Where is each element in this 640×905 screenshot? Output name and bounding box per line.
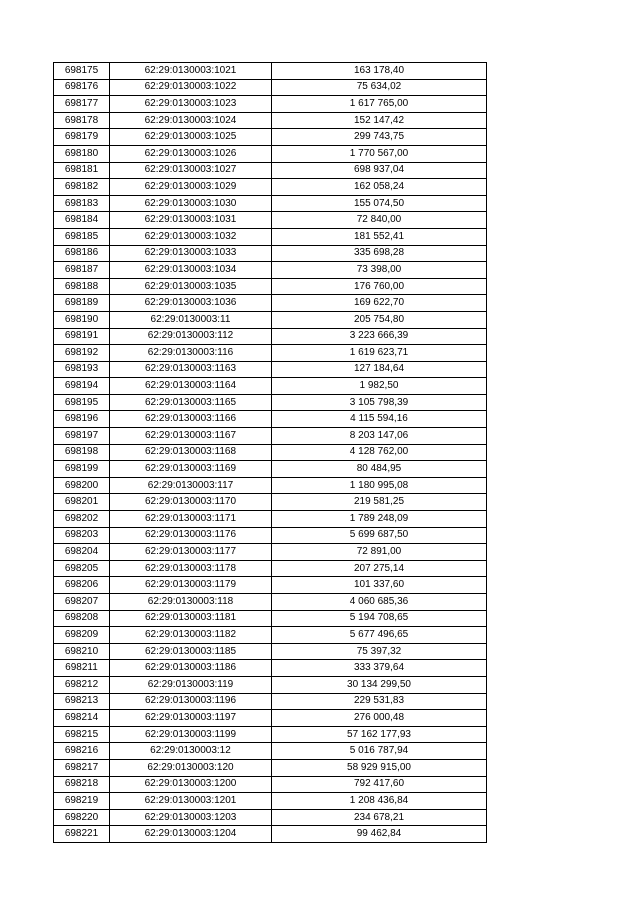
cadastral-number-cell: 62:29:0130003:1029 [110,179,272,196]
cadastral-number-cell: 62:29:0130003:116 [110,345,272,362]
cadastral-value-cell: 72 891,00 [272,544,487,561]
cadastral-value-cell: 205 754,80 [272,311,487,328]
row-number-cell: 698197 [54,428,110,445]
cadastral-number-cell: 62:29:0130003:1027 [110,162,272,179]
cadastral-number-cell: 62:29:0130003:1168 [110,444,272,461]
cadastral-value-cell: 155 074,50 [272,195,487,212]
cadastral-value-cell: 127 184,64 [272,361,487,378]
table-row [54,212,487,229]
table-row [54,245,487,262]
cadastral-number-cell: 62:29:0130003:1025 [110,129,272,146]
row-number-cell: 698187 [54,262,110,279]
cadastral-value-cell: 4 060 685,36 [272,594,487,611]
row-number-cell: 698212 [54,676,110,693]
row-number-cell: 698204 [54,544,110,561]
table-row [54,262,487,279]
cadastral-number-cell: 62:29:0130003:112 [110,328,272,345]
cadastral-value-cell: 3 223 666,39 [272,328,487,345]
row-number-cell: 698214 [54,710,110,727]
cadastral-number-cell: 62:29:0130003:119 [110,676,272,693]
table-row [54,129,487,146]
row-number-cell: 698182 [54,179,110,196]
cadastral-value-cell: 101 337,60 [272,577,487,594]
cadastral-value-cell: 72 840,00 [272,212,487,229]
table-row [54,345,487,362]
cadastral-value-cell: 276 000,48 [272,710,487,727]
row-number-cell: 698216 [54,743,110,760]
cadastral-number-cell: 62:29:0130003:1200 [110,776,272,793]
cadastral-value-cell: 176 760,00 [272,278,487,295]
cadastral-value-cell: 3 105 798,39 [272,394,487,411]
cadastral-number-cell: 62:29:0130003:1178 [110,560,272,577]
table-row [54,179,487,196]
table-row [54,743,487,760]
table-row [54,195,487,212]
cadastral-value-cell: 99 462,84 [272,826,487,843]
table-row [54,627,487,644]
table-row [54,577,487,594]
cadastral-value-cell: 169 622,70 [272,295,487,312]
cadastral-value-cell: 4 115 594,16 [272,411,487,428]
cadastral-number-cell: 62:29:0130003:1031 [110,212,272,229]
table-row [54,295,487,312]
table-row [54,511,487,528]
table-row [54,328,487,345]
cadastral-number-cell: 62:29:0130003:1176 [110,527,272,544]
table-row [54,411,487,428]
cadastral-number-cell: 62:29:0130003:1165 [110,394,272,411]
row-number-cell: 698206 [54,577,110,594]
row-number-cell: 698207 [54,594,110,611]
cadastral-number-cell: 62:29:0130003:1186 [110,660,272,677]
row-number-cell: 698205 [54,560,110,577]
cadastral-number-cell: 62:29:0130003:1164 [110,378,272,395]
cadastral-value-cell: 58 929 915,00 [272,759,487,776]
row-number-cell: 698203 [54,527,110,544]
row-number-cell: 698193 [54,361,110,378]
cadastral-number-cell: 62:29:0130003:1204 [110,826,272,843]
table-row [54,428,487,445]
cadastral-number-cell: 62:29:0130003:12 [110,743,272,760]
row-number-cell: 698183 [54,195,110,212]
table-row [54,693,487,710]
cadastral-number-cell: 62:29:0130003:1197 [110,710,272,727]
cadastral-value-cell: 80 484,95 [272,461,487,478]
table-row [54,793,487,810]
table-row [54,643,487,660]
cadastral-value-cell: 1 617 765,00 [272,96,487,113]
row-number-cell: 698209 [54,627,110,644]
row-number-cell: 698188 [54,278,110,295]
cadastral-value-cell: 219 581,25 [272,494,487,511]
cadastral-value-cell: 234 678,21 [272,809,487,826]
row-number-cell: 698211 [54,660,110,677]
cadastral-number-cell: 62:29:0130003:1023 [110,96,272,113]
row-number-cell: 698217 [54,759,110,776]
cadastral-number-cell: 62:29:0130003:1166 [110,411,272,428]
cadastral-value-cell: 5 699 687,50 [272,527,487,544]
cadastral-number-cell: 62:29:0130003:1177 [110,544,272,561]
cadastral-value-cell: 229 531,83 [272,693,487,710]
row-number-cell: 698175 [54,63,110,80]
table-row [54,378,487,395]
cadastral-number-cell: 62:29:0130003:1170 [110,494,272,511]
row-number-cell: 698218 [54,776,110,793]
cadastral-value-cell: 75 634,02 [272,79,487,96]
table-row [54,477,487,494]
cadastral-value-cell: 152 147,42 [272,112,487,129]
row-number-cell: 698219 [54,793,110,810]
cadastral-number-cell: 62:29:0130003:1181 [110,610,272,627]
cadastral-number-cell: 62:29:0130003:1179 [110,577,272,594]
cadastral-number-cell: 62:29:0130003:117 [110,477,272,494]
cadastral-value-cell: 181 552,41 [272,228,487,245]
row-number-cell: 698220 [54,809,110,826]
table-row [54,809,487,826]
table-row [54,494,487,511]
cadastral-number-cell: 62:29:0130003:1185 [110,643,272,660]
cadastral-number-cell: 62:29:0130003:11 [110,311,272,328]
cadastral-number-cell: 62:29:0130003:1036 [110,295,272,312]
cadastral-value-cell: 5 677 496,65 [272,627,487,644]
cadastral-value-cell: 163 178,40 [272,63,487,80]
row-number-cell: 698177 [54,96,110,113]
table-row [54,610,487,627]
row-number-cell: 698185 [54,228,110,245]
cadastral-number-cell: 62:29:0130003:1201 [110,793,272,810]
cadastral-number-cell: 62:29:0130003:1171 [110,511,272,528]
cadastral-number-cell: 62:29:0130003:1033 [110,245,272,262]
row-number-cell: 698176 [54,79,110,96]
row-number-cell: 698200 [54,477,110,494]
cadastral-number-cell: 62:29:0130003:1167 [110,428,272,445]
cadastral-value-cell: 30 134 299,50 [272,676,487,693]
row-number-cell: 698221 [54,826,110,843]
row-number-cell: 698215 [54,726,110,743]
table-row [54,676,487,693]
cadastral-number-cell: 62:29:0130003:1163 [110,361,272,378]
cadastral-value-table [53,62,487,843]
cadastral-number-cell: 62:29:0130003:1024 [110,112,272,129]
row-number-cell: 698191 [54,328,110,345]
table-row [54,63,487,80]
table-row [54,145,487,162]
cadastral-value-cell: 5 194 708,65 [272,610,487,627]
cadastral-number-cell: 62:29:0130003:1021 [110,63,272,80]
cadastral-number-cell: 62:29:0130003:1199 [110,726,272,743]
cadastral-number-cell: 62:29:0130003:118 [110,594,272,611]
row-number-cell: 698210 [54,643,110,660]
cadastral-number-cell: 62:29:0130003:1196 [110,693,272,710]
table-body [54,63,487,843]
cadastral-value-cell: 1 619 623,71 [272,345,487,362]
row-number-cell: 698199 [54,461,110,478]
table-row [54,660,487,677]
table-row [54,394,487,411]
table-row [54,544,487,561]
cadastral-value-cell: 1 180 995,08 [272,477,487,494]
cadastral-value-cell: 5 016 787,94 [272,743,487,760]
cadastral-value-cell: 8 203 147,06 [272,428,487,445]
table-row [54,278,487,295]
row-number-cell: 698192 [54,345,110,362]
cadastral-value-cell: 792 417,60 [272,776,487,793]
cadastral-number-cell: 62:29:0130003:1034 [110,262,272,279]
cadastral-value-cell: 57 162 177,93 [272,726,487,743]
row-number-cell: 698178 [54,112,110,129]
table-row [54,726,487,743]
row-number-cell: 698208 [54,610,110,627]
cadastral-number-cell: 62:29:0130003:1035 [110,278,272,295]
table-row [54,444,487,461]
cadastral-value-cell: 1 208 436,84 [272,793,487,810]
cadastral-value-cell: 335 698,28 [272,245,487,262]
row-number-cell: 698195 [54,394,110,411]
cadastral-value-cell: 73 398,00 [272,262,487,279]
row-number-cell: 698181 [54,162,110,179]
cadastral-value-cell: 1 770 567,00 [272,145,487,162]
cadastral-value-cell: 75 397,32 [272,643,487,660]
cadastral-number-cell: 62:29:0130003:1203 [110,809,272,826]
table-row [54,594,487,611]
cadastral-number-cell: 62:29:0130003:1169 [110,461,272,478]
cadastral-value-cell: 4 128 762,00 [272,444,487,461]
table-row [54,560,487,577]
row-number-cell: 698190 [54,311,110,328]
table-row [54,228,487,245]
cadastral-number-cell: 62:29:0130003:1026 [110,145,272,162]
row-number-cell: 698202 [54,511,110,528]
row-number-cell: 698201 [54,494,110,511]
cadastral-number-cell: 62:29:0130003:1182 [110,627,272,644]
cadastral-value-cell: 207 275,14 [272,560,487,577]
table-row [54,710,487,727]
table-row [54,826,487,843]
table-row [54,776,487,793]
row-number-cell: 698198 [54,444,110,461]
cadastral-value-cell: 1 982,50 [272,378,487,395]
cadastral-number-cell: 62:29:0130003:1030 [110,195,272,212]
row-number-cell: 698184 [54,212,110,229]
table-row [54,96,487,113]
row-number-cell: 698213 [54,693,110,710]
row-number-cell: 698186 [54,245,110,262]
cadastral-number-cell: 62:29:0130003:1032 [110,228,272,245]
cadastral-value-cell: 698 937,04 [272,162,487,179]
row-number-cell: 698189 [54,295,110,312]
cadastral-value-cell: 333 379,64 [272,660,487,677]
row-number-cell: 698180 [54,145,110,162]
table-row [54,361,487,378]
row-number-cell: 698194 [54,378,110,395]
cadastral-number-cell: 62:29:0130003:120 [110,759,272,776]
table-row [54,527,487,544]
table-row [54,311,487,328]
table-row [54,162,487,179]
row-number-cell: 698179 [54,129,110,146]
row-number-cell: 698196 [54,411,110,428]
table-row [54,759,487,776]
table-row [54,112,487,129]
cadastral-value-cell: 299 743,75 [272,129,487,146]
table-row [54,79,487,96]
cadastral-number-cell: 62:29:0130003:1022 [110,79,272,96]
cadastral-value-cell: 162 058,24 [272,179,487,196]
cadastral-value-cell: 1 789 248,09 [272,511,487,528]
table-row [54,461,487,478]
